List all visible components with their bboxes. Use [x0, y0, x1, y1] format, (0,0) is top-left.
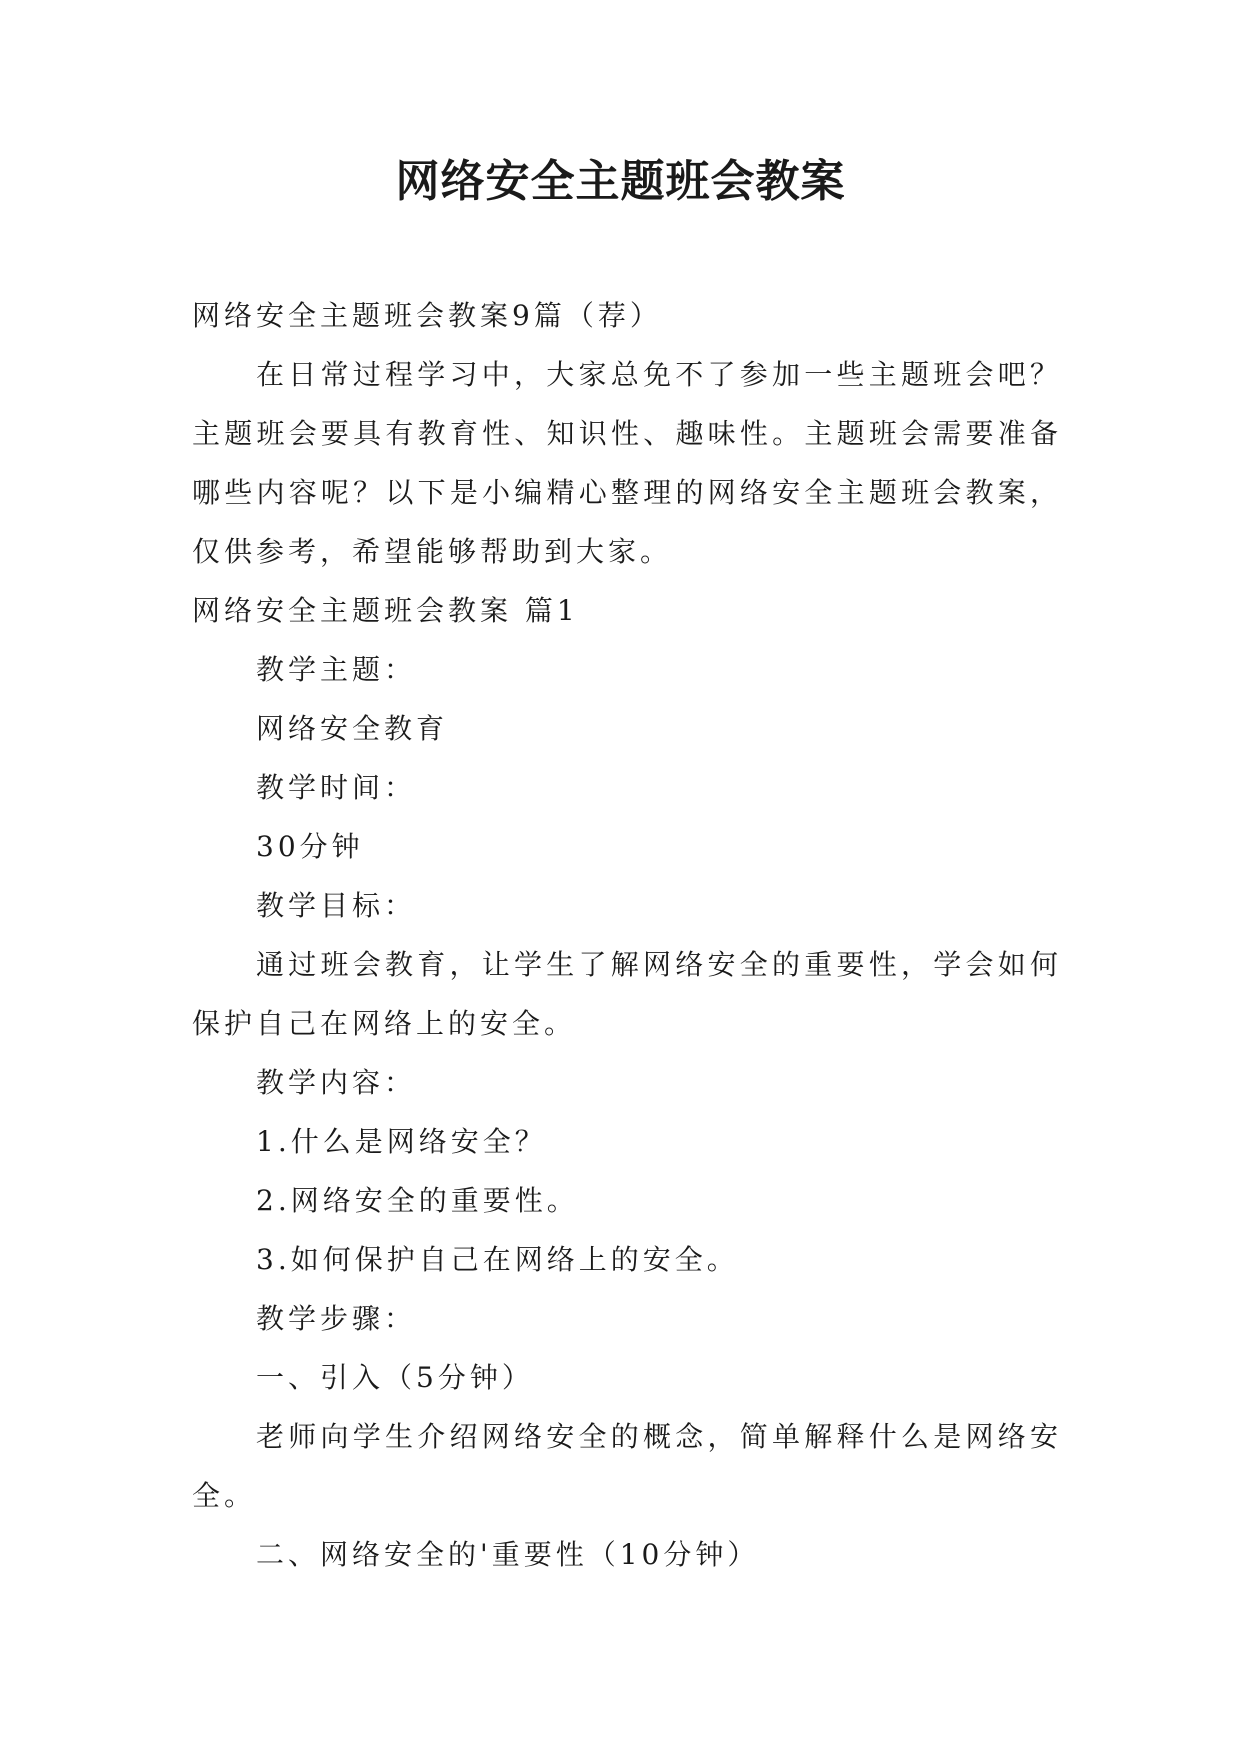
intro-paragraph: 在日常过程学习中，大家总免不了参加一些主题班会吧？主题班会要具有教育性、知识性、趣味性。主题班会需要准备哪些内容呢？以下是小编精心整理的网络安全主题班会教案，仅供参考，希望能够帮助到大家。	[192, 358, 1062, 568]
document-body	[192, 286, 1062, 1584]
paragraph: 30分钟	[256, 830, 364, 863]
document-title: 网络安全主题班会教案	[395, 156, 846, 207]
paragraph: 教学时间：	[256, 771, 417, 804]
paragraph: 教学内容：	[256, 1066, 417, 1099]
list-item: 1.什么是网络安全？	[256, 1125, 547, 1158]
list-item: 2.网络安全的重要性。	[256, 1184, 579, 1217]
list-item: 3.如何保护自己在网络上的安全。	[256, 1243, 739, 1276]
paragraph: 网络安全教育	[256, 712, 449, 745]
paragraph: 教学主题：	[256, 653, 417, 686]
step-heading: 一、引入（5分钟）	[256, 1361, 534, 1394]
paragraph: 老师向学生介绍网络安全的概念，简单解释什么是网络安全。	[192, 1420, 1062, 1512]
paragraph: 教学步骤：	[256, 1302, 417, 1335]
section-heading: 网络安全主题班会教案 篇1	[192, 594, 579, 627]
paragraph: 通过班会教育，让学生了解网络安全的重要性，学会如何保护自己在网络上的安全。	[192, 948, 1062, 1040]
paragraph: 教学目标：	[256, 889, 417, 922]
subtitle-line: 网络安全主题班会教案9篇（荐）	[192, 299, 662, 332]
step-heading: 二、网络安全的'重要性（10分钟）	[256, 1538, 760, 1571]
